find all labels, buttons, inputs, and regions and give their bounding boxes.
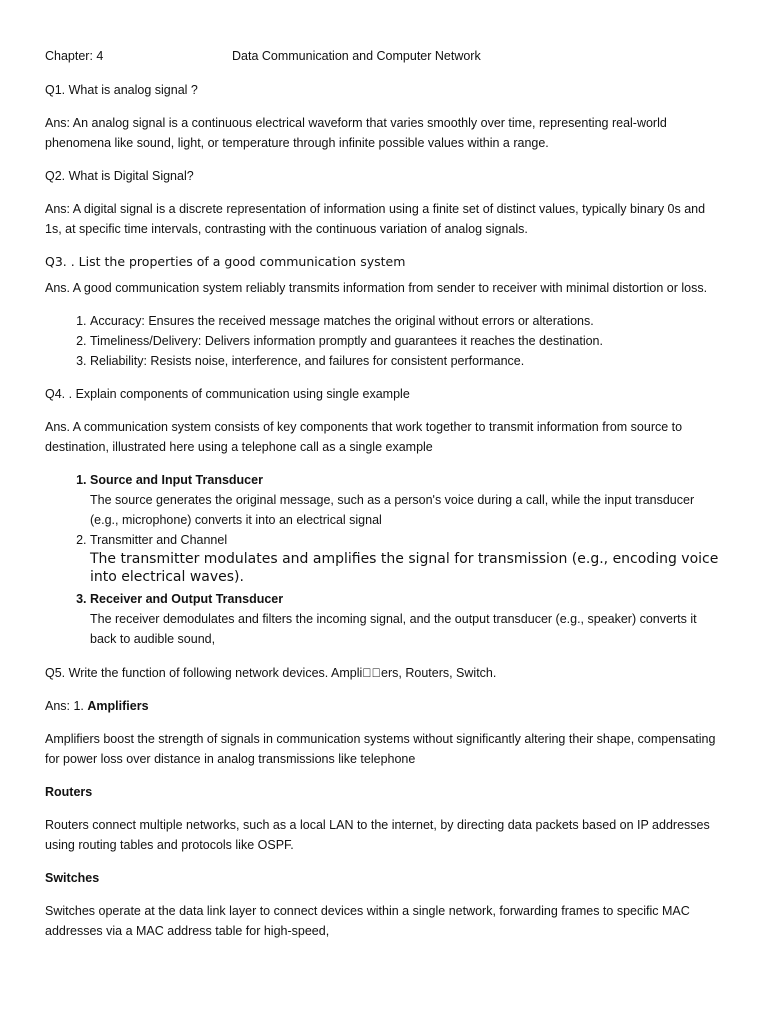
q4-question: Q4. . Explain components of communication using single example <box>45 387 410 401</box>
q1-answer: Ans: An analog signal is a continuous electrical waveform that varies smoothly over time, representing real-world phenomena like sound, light, or temperature through infinite possible values within a range. <box>45 116 667 150</box>
chapter-label: Chapter: 4 <box>45 49 104 63</box>
list-item <box>90 530 722 586</box>
list-item: 3. Reliability: Resists noise, interference, and failures for consistent performance. <box>90 351 722 371</box>
component-title: Receiver and Output Transducer <box>90 592 284 606</box>
q5-question: Q5. Write the function of following network devices. Ampli  ers, Routers, Switch. <box>45 666 497 680</box>
list-item: 2. Timeliness/Delivery: Delivers information promptly and guarantees it reaches the destination. <box>90 331 722 351</box>
routers-text: Routers connect multiple networks, such as a local LAN to the internet, by directing data packets based on IP addresses using routing tables and protocols like OSPF. <box>45 818 710 852</box>
q3-answer: Ans. A good communication system reliably transmits information from sender to receiver with minimal distortion or loss. <box>45 281 708 295</box>
routers-heading: Routers <box>45 785 93 799</box>
amplifiers-text: Amplifiers boost the strength of signals in communication systems without significantly altering their shape, compensating for power loss over distance in analog transmissions like telephone <box>45 732 716 766</box>
q2-answer: Ans: A digital signal is a discrete representation of information using a finite set of distinct values, typically binary 0s and 1s, at specific time intervals, contrasting with the continuous variation of analog signals. <box>45 202 706 236</box>
amplifiers-heading: Amplifiers <box>87 699 149 713</box>
q1-question: Q1. What is analog signal ? <box>45 83 198 97</box>
component-title: Source and Input Transducer <box>90 473 263 487</box>
component-description: The source generates the original message, such as a person's voice during a call, while the input transducer (e.g., microphone) converts it into an electrical signal <box>90 493 695 527</box>
component-description: The receiver demodulates and filters the incoming signal, and the output transducer (e.g., speaker) converts it back to audible sound, <box>90 612 697 646</box>
q4-answer: Ans. A communication system consists of key components that work together to transmit information from source to destination, illustrated here using a telephone call as a single example <box>45 420 683 454</box>
list-item <box>90 589 722 649</box>
component-description: The transmitter modulates and amplifies the signal for transmission (e.g., encoding voice into electrical waves). <box>90 551 719 585</box>
list-item <box>90 470 722 530</box>
switches-heading: Switches <box>45 871 100 885</box>
answer-prefix: Ans: 1. <box>45 699 88 713</box>
q5-answer-line <box>45 696 722 716</box>
component-title: Transmitter and Channel <box>90 533 228 547</box>
page-header <box>45 46 722 66</box>
properties-list <box>45 311 722 371</box>
subject-title: Data Communication and Computer Network <box>232 49 481 63</box>
q2-question: Q2. What is Digital Signal? <box>45 169 194 183</box>
q3-question: Q3. . List the properties of a good communication system <box>45 254 406 269</box>
list-item: 1. Accuracy: Ensures the received message matches the original without errors or alterations. <box>90 311 722 331</box>
switches-text: Switches operate at the data link layer to connect devices within a single network, forwarding frames to specific MAC addresses via a MAC address table for high-speed, <box>45 904 690 938</box>
components-list <box>45 470 722 649</box>
